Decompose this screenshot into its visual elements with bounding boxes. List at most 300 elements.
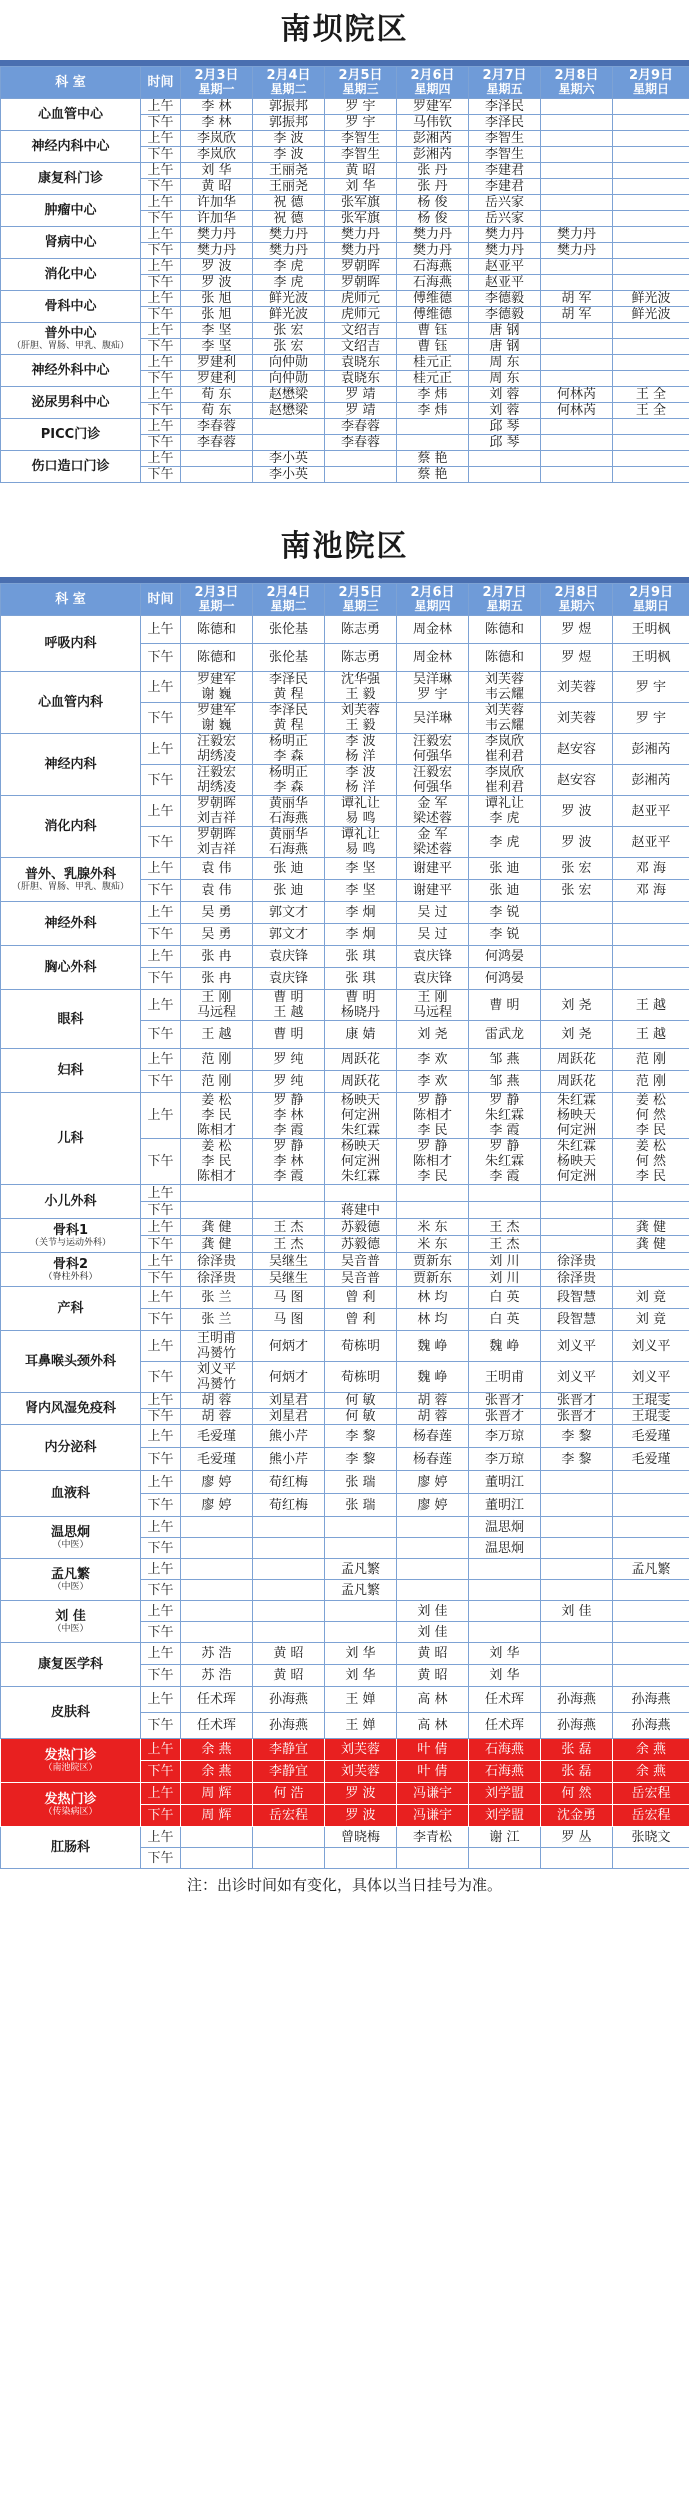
doctor-cell: 王明甫 xyxy=(469,1362,541,1393)
doctor-cell: 杨春莲 xyxy=(397,1448,469,1471)
doctor-cell: 何 敏 xyxy=(325,1393,397,1409)
time-cell: 下午 xyxy=(141,1309,181,1331)
doctor-cell: 李 虎 xyxy=(253,259,325,275)
header-date: 2月9日 xyxy=(628,68,674,83)
schedule-row xyxy=(1,1601,689,1622)
dept-cell xyxy=(1,1219,141,1253)
doctor-cell: 罗 靖 xyxy=(325,387,397,403)
doctor-cell: 魏 峥 xyxy=(469,1331,541,1362)
doctor-cell: 董明江 xyxy=(469,1494,541,1517)
doctor-cell: 曾 利 xyxy=(325,1287,397,1309)
doctor-cell xyxy=(469,451,541,467)
time-cell: 下午 xyxy=(141,1848,181,1869)
doctor-cell xyxy=(541,179,613,195)
doctor-cell: 张 迪 xyxy=(253,858,325,880)
doctor-cell: 朱红霖 杨映天 何定洲 xyxy=(541,1139,613,1185)
doctor-cell: 王 杰 xyxy=(469,1219,541,1236)
header-day xyxy=(541,584,613,616)
doctor-cell: 向仲勋 xyxy=(253,371,325,387)
doctor-cell xyxy=(469,1202,541,1219)
doctor-cell: 刘 华 xyxy=(469,1665,541,1687)
doctor-cell: 张 丹 xyxy=(397,179,469,195)
doctor-cell: 刘芙蓉 xyxy=(325,1761,397,1783)
time-cell: 下午 xyxy=(141,1236,181,1253)
doctor-cell: 孟凡繁 xyxy=(613,1559,689,1580)
doctor-cell: 杨 俊 xyxy=(397,211,469,227)
doctor-cell: 刘芙蓉 xyxy=(541,703,613,734)
schedule-row xyxy=(1,259,689,275)
time-cell: 上午 xyxy=(141,1517,181,1538)
time-cell: 下午 xyxy=(141,924,181,946)
doctor-cell: 胡 蓉 xyxy=(181,1393,253,1409)
doctor-cell: 鲜光波 xyxy=(613,307,689,323)
time-cell: 下午 xyxy=(141,275,181,291)
section-title: 南池院区 xyxy=(0,517,689,577)
dept-name: 心血管中心 xyxy=(37,107,103,122)
doctor-cell: 黄丽华 石海燕 xyxy=(253,796,325,827)
doctor-cell: 苏毅德 xyxy=(325,1236,397,1253)
schedule-row xyxy=(1,419,689,435)
time-cell: 下午 xyxy=(141,644,181,672)
doctor-cell: 陈德和 xyxy=(181,616,253,644)
dept-name: 肾病中心 xyxy=(44,235,97,250)
doctor-cell xyxy=(469,467,541,483)
doctor-cell: 岳宏程 xyxy=(253,1805,325,1827)
doctor-cell xyxy=(325,1848,397,1869)
doctor-cell: 毛爱瑾 xyxy=(613,1448,689,1471)
doctor-cell: 谭礼让 易 鸣 xyxy=(325,827,397,858)
doctor-cell xyxy=(613,211,689,227)
doctor-cell: 李 波 xyxy=(253,131,325,147)
doctor-cell: 罗朝晖 刘吉祥 xyxy=(181,796,253,827)
doctor-cell: 刘 华 xyxy=(181,163,253,179)
doctor-cell xyxy=(613,1580,689,1601)
doctor-cell xyxy=(613,1494,689,1517)
dept-name: 肛肠科 xyxy=(50,1840,90,1855)
doctor-cell xyxy=(181,1538,253,1559)
doctor-cell xyxy=(397,1848,469,1869)
time-cell: 上午 xyxy=(141,387,181,403)
doctor-cell: 沈华强 王 毅 xyxy=(325,672,397,703)
doctor-cell: 何林芮 xyxy=(541,403,613,419)
doctor-cell: 袁 伟 xyxy=(181,880,253,902)
header-date: 2月3日 xyxy=(194,68,239,83)
doctor-cell xyxy=(613,1471,689,1494)
doctor-cell: 贾新东 xyxy=(397,1270,469,1287)
doctor-cell xyxy=(541,1580,613,1601)
doctor-cell: 李 黎 xyxy=(325,1448,397,1471)
doctor-cell xyxy=(253,419,325,435)
doctor-cell: 熊小芹 xyxy=(253,1425,325,1448)
doctor-cell: 袁庆锋 xyxy=(253,968,325,990)
doctor-cell xyxy=(541,1471,613,1494)
doctor-cell xyxy=(613,179,689,195)
doctor-cell: 蔡 艳 xyxy=(397,451,469,467)
doctor-cell: 孙海燕 xyxy=(253,1687,325,1713)
doctor-cell: 龚 健 xyxy=(181,1219,253,1236)
doctor-cell: 吴音普 xyxy=(325,1270,397,1287)
doctor-cell: 何鸿晏 xyxy=(469,946,541,968)
doctor-cell: 鲜光波 xyxy=(613,291,689,307)
schedule-row xyxy=(1,672,689,703)
doctor-cell xyxy=(613,902,689,924)
header-weekday: 星期五 xyxy=(486,82,523,96)
doctor-cell: 姜 松 李 民 陈相才 xyxy=(181,1139,253,1185)
doctor-cell xyxy=(541,1236,613,1253)
doctor-cell: 廖 婷 xyxy=(397,1494,469,1517)
doctor-cell: 廖 婷 xyxy=(397,1471,469,1494)
doctor-cell: 李德毅 xyxy=(469,291,541,307)
doctor-cell: 祝 德 xyxy=(253,195,325,211)
doctor-cell: 李泽民 黄 程 xyxy=(253,703,325,734)
doctor-cell: 汪毅宏 何强华 xyxy=(397,765,469,796)
doctor-cell: 高 林 xyxy=(397,1687,469,1713)
doctor-cell: 李智生 xyxy=(325,131,397,147)
doctor-cell: 任术珲 xyxy=(181,1687,253,1713)
doctor-cell: 李 虎 xyxy=(469,827,541,858)
doctor-cell: 吴 勇 xyxy=(181,902,253,924)
schedule-row xyxy=(1,163,689,179)
time-cell: 下午 xyxy=(141,1202,181,1219)
doctor-cell: 罗建利 xyxy=(181,355,253,371)
doctor-cell: 王明枫 xyxy=(613,616,689,644)
doctor-cell xyxy=(613,946,689,968)
doctor-cell: 贾新东 xyxy=(397,1253,469,1270)
doctor-cell: 罗 宇 xyxy=(325,99,397,115)
doctor-cell: 周金林 xyxy=(397,616,469,644)
time-cell: 下午 xyxy=(141,179,181,195)
doctor-cell xyxy=(469,1185,541,1202)
doctor-cell: 邓 海 xyxy=(613,858,689,880)
doctor-cell: 黄 昭 xyxy=(397,1643,469,1665)
doctor-cell: 文绍吉 xyxy=(325,323,397,339)
doctor-cell xyxy=(541,275,613,291)
doctor-cell: 李静宜 xyxy=(253,1761,325,1783)
dept-name: 皮肤科 xyxy=(50,1705,90,1720)
doctor-cell: 孟凡繁 xyxy=(325,1559,397,1580)
doctor-cell: 樊力丹 xyxy=(325,227,397,243)
time-cell: 上午 xyxy=(141,1643,181,1665)
doctor-cell: 孙海燕 xyxy=(253,1713,325,1739)
dept-cell xyxy=(1,796,141,858)
doctor-cell: 马 图 xyxy=(253,1309,325,1331)
dept-cell xyxy=(1,1425,141,1471)
doctor-cell xyxy=(613,115,689,131)
doctor-cell: 张晋才 xyxy=(469,1393,541,1409)
doctor-cell: 汪毅宏 胡绣凌 xyxy=(181,765,253,796)
doctor-cell: 李 波 杨 洋 xyxy=(325,765,397,796)
time-cell: 下午 xyxy=(141,1713,181,1739)
schedule-row xyxy=(1,1185,689,1202)
time-cell: 下午 xyxy=(141,147,181,163)
doctor-cell: 胡 蓉 xyxy=(181,1409,253,1425)
doctor-cell xyxy=(181,1202,253,1219)
doctor-cell: 李青松 xyxy=(397,1827,469,1848)
doctor-cell xyxy=(541,1848,613,1869)
time-cell: 下午 xyxy=(141,1071,181,1093)
doctor-cell: 王 杰 xyxy=(253,1236,325,1253)
doctor-cell: 罗 静 朱红霖 李 霞 xyxy=(469,1093,541,1139)
doctor-cell: 荀红梅 xyxy=(253,1471,325,1494)
doctor-cell: 刘 蓉 xyxy=(469,387,541,403)
doctor-cell: 张 瑞 xyxy=(325,1471,397,1494)
dept-name: 产科 xyxy=(57,1301,84,1316)
doctor-cell xyxy=(253,1202,325,1219)
dept-name: 发热门诊 xyxy=(44,1791,97,1807)
doctor-cell xyxy=(613,1517,689,1538)
doctor-cell xyxy=(253,435,325,451)
doctor-cell: 范 刚 xyxy=(181,1071,253,1093)
doctor-cell xyxy=(541,924,613,946)
doctor-cell xyxy=(613,163,689,179)
doctor-cell xyxy=(325,1517,397,1538)
doctor-cell xyxy=(469,1559,541,1580)
time-cell: 上午 xyxy=(141,796,181,827)
dept-cell xyxy=(1,1185,141,1219)
time-cell: 上午 xyxy=(141,1253,181,1270)
header-weekday: 星期四 xyxy=(414,82,451,96)
doctor-cell: 刘学盟 xyxy=(469,1805,541,1827)
dept-name: 骨科中心 xyxy=(44,299,97,314)
doctor-cell: 刘 竟 xyxy=(613,1287,689,1309)
doctor-cell: 范 刚 xyxy=(613,1049,689,1071)
doctor-cell xyxy=(613,451,689,467)
doctor-cell: 荀栋明 xyxy=(325,1362,397,1393)
doctor-cell: 陈志勇 xyxy=(325,616,397,644)
dept-name: 消化内科 xyxy=(44,819,97,834)
header-weekday: 星期六 xyxy=(558,599,595,613)
doctor-cell xyxy=(541,1622,613,1643)
doctor-cell xyxy=(613,1538,689,1559)
doctor-cell: 周 辉 xyxy=(181,1783,253,1805)
dept-cell xyxy=(1,1643,141,1687)
doctor-cell: 刘 川 xyxy=(469,1270,541,1287)
schedule-row xyxy=(1,291,689,307)
doctor-cell: 张 琪 xyxy=(325,968,397,990)
schedule-row xyxy=(1,227,689,243)
doctor-cell: 张 旭 xyxy=(181,291,253,307)
doctor-cell: 李春蓉 xyxy=(325,435,397,451)
time-cell: 下午 xyxy=(141,827,181,858)
doctor-cell xyxy=(613,467,689,483)
header-day xyxy=(469,67,541,99)
doctor-cell: 罗 纯 xyxy=(253,1071,325,1093)
doctor-cell xyxy=(541,946,613,968)
doctor-cell: 张 宏 xyxy=(253,339,325,355)
doctor-cell: 李 坚 xyxy=(325,880,397,902)
doctor-cell: 刘 华 xyxy=(469,1643,541,1665)
schedule-row xyxy=(1,1783,689,1805)
doctor-cell: 张 宏 xyxy=(541,858,613,880)
doctor-cell: 张 琪 xyxy=(325,946,397,968)
doctor-cell: 袁庆锋 xyxy=(253,946,325,968)
doctor-cell: 袁 伟 xyxy=(181,858,253,880)
doctor-cell xyxy=(397,1517,469,1538)
doctor-cell xyxy=(613,419,689,435)
doctor-cell: 黄 昭 xyxy=(181,179,253,195)
doctor-cell: 罗建军 谢 巍 xyxy=(181,672,253,703)
header-dept: 科 室 xyxy=(1,67,141,99)
doctor-cell: 罗建利 xyxy=(181,371,253,387)
header-dept: 科 室 xyxy=(1,584,141,616)
doctor-cell: 荀 东 xyxy=(181,403,253,419)
doctor-cell: 龚 健 xyxy=(613,1219,689,1236)
doctor-cell: 陈德和 xyxy=(181,644,253,672)
doctor-cell: 曹 明 xyxy=(253,1021,325,1049)
doctor-cell: 吴 过 xyxy=(397,924,469,946)
doctor-cell: 徐泽贵 xyxy=(541,1253,613,1270)
doctor-cell: 金 军 梁述蓉 xyxy=(397,796,469,827)
doctor-cell: 邹 燕 xyxy=(469,1049,541,1071)
doctor-cell: 荀栋明 xyxy=(325,1331,397,1362)
doctor-cell: 吴 过 xyxy=(397,902,469,924)
doctor-cell: 姜 松 何 然 李 民 xyxy=(613,1139,689,1185)
header-day xyxy=(181,584,253,616)
schedule-row xyxy=(1,990,689,1021)
schedule-row xyxy=(1,195,689,211)
doctor-cell: 彭湘芮 xyxy=(613,734,689,765)
doctor-cell: 谢建平 xyxy=(397,880,469,902)
doctor-cell xyxy=(541,259,613,275)
doctor-cell: 李岚欣 崔利君 xyxy=(469,734,541,765)
doctor-cell: 李建君 xyxy=(469,179,541,195)
doctor-cell: 罗朝晖 xyxy=(325,259,397,275)
header-day xyxy=(253,67,325,99)
schedule-table xyxy=(0,583,689,1869)
header-day xyxy=(253,584,325,616)
header-day xyxy=(541,67,613,99)
doctor-cell: 王琨雯 xyxy=(613,1409,689,1425)
doctor-cell: 汪毅宏 胡绣凌 xyxy=(181,734,253,765)
doctor-cell: 樊力丹 xyxy=(397,243,469,259)
schedule-row xyxy=(1,616,689,644)
doctor-cell: 张军旗 xyxy=(325,195,397,211)
time-cell: 下午 xyxy=(141,307,181,323)
header-date: 2月9日 xyxy=(628,585,674,600)
time-cell: 上午 xyxy=(141,451,181,467)
doctor-cell xyxy=(613,243,689,259)
doctor-cell: 李 黎 xyxy=(541,1448,613,1471)
doctor-cell: 曾 利 xyxy=(325,1309,397,1331)
time-cell: 下午 xyxy=(141,968,181,990)
doctor-cell: 徐泽贵 xyxy=(541,1270,613,1287)
dept-name: 呼吸内科 xyxy=(44,636,97,651)
doctor-cell: 赵安容 xyxy=(541,765,613,796)
doctor-cell xyxy=(181,1622,253,1643)
doctor-cell: 米 东 xyxy=(397,1219,469,1236)
doctor-cell: 刘 佳 xyxy=(397,1622,469,1643)
doctor-cell: 孟凡繁 xyxy=(325,1580,397,1601)
time-cell: 下午 xyxy=(141,371,181,387)
doctor-cell: 李岚欣 崔利君 xyxy=(469,765,541,796)
doctor-cell: 吴继生 xyxy=(253,1253,325,1270)
time-cell: 下午 xyxy=(141,1448,181,1471)
doctor-cell xyxy=(541,147,613,163)
doctor-cell xyxy=(325,1601,397,1622)
doctor-cell xyxy=(181,1185,253,1202)
dept-cell xyxy=(1,1601,141,1643)
doctor-cell xyxy=(613,1622,689,1643)
doctor-cell: 罗 纯 xyxy=(253,1049,325,1071)
doctor-cell: 雷武龙 xyxy=(469,1021,541,1049)
doctor-cell: 王 越 xyxy=(613,990,689,1021)
doctor-cell: 罗建军 xyxy=(397,99,469,115)
dept-cell xyxy=(1,131,141,163)
doctor-cell: 袁庆锋 xyxy=(397,968,469,990)
doctor-cell: 王明枫 xyxy=(613,644,689,672)
doctor-cell: 刘学盟 xyxy=(469,1783,541,1805)
dept-name: 胸心外科 xyxy=(44,960,97,975)
header-weekday: 星期日 xyxy=(632,599,669,613)
doctor-cell: 胡 蓉 xyxy=(397,1409,469,1425)
doctor-cell: 马 图 xyxy=(253,1287,325,1309)
doctor-cell xyxy=(181,1848,253,1869)
dept-cell xyxy=(1,451,141,483)
doctor-cell: 曹 明 杨晓丹 xyxy=(325,990,397,1021)
dept-subtitle: （肝胆、胃肠、甲乳、腹疝） xyxy=(11,881,129,892)
doctor-cell: 张 宏 xyxy=(541,880,613,902)
doctor-cell: 冯谦宇 xyxy=(397,1805,469,1827)
doctor-cell: 余 燕 xyxy=(181,1739,253,1761)
header-day xyxy=(325,584,397,616)
doctor-cell xyxy=(325,467,397,483)
dept-subtitle: （脊柱外科） xyxy=(43,1271,98,1282)
doctor-cell xyxy=(613,924,689,946)
doctor-cell xyxy=(397,1185,469,1202)
doctor-cell: 李 锐 xyxy=(469,924,541,946)
doctor-cell xyxy=(613,227,689,243)
doctor-cell: 何鸿晏 xyxy=(469,968,541,990)
doctor-cell xyxy=(469,1601,541,1622)
doctor-cell: 王丽尧 xyxy=(253,163,325,179)
doctor-cell xyxy=(181,467,253,483)
doctor-cell xyxy=(397,435,469,451)
doctor-cell: 桂元正 xyxy=(397,371,469,387)
doctor-cell: 袁庆锋 xyxy=(397,946,469,968)
time-cell: 下午 xyxy=(141,703,181,734)
doctor-cell: 荀红梅 xyxy=(253,1494,325,1517)
doctor-cell: 廖 婷 xyxy=(181,1471,253,1494)
doctor-cell: 李 波 xyxy=(253,147,325,163)
doctor-cell xyxy=(181,451,253,467)
time-cell: 上午 xyxy=(141,99,181,115)
time-cell: 上午 xyxy=(141,1783,181,1805)
header-day xyxy=(469,584,541,616)
doctor-cell: 罗 波 xyxy=(325,1783,397,1805)
dept-cell xyxy=(1,946,141,990)
doctor-cell: 王 刚 马远程 xyxy=(397,990,469,1021)
doctor-cell: 吴洋琳 罗 宇 xyxy=(397,672,469,703)
footer-note: 注：出诊时间如有变化，具体以当日挂号为准。 xyxy=(186,1876,502,1894)
doctor-cell: 李 林 xyxy=(181,115,253,131)
doctor-cell: 谭礼让 易 鸣 xyxy=(325,796,397,827)
doctor-cell: 袁晓东 xyxy=(325,371,397,387)
doctor-cell: 沈金勇 xyxy=(541,1805,613,1827)
schedule-row xyxy=(1,734,689,765)
doctor-cell xyxy=(541,163,613,179)
doctor-cell: 张晋才 xyxy=(469,1409,541,1425)
time-cell: 上午 xyxy=(141,259,181,275)
doctor-cell: 李岚欣 xyxy=(181,147,253,163)
doctor-cell: 李万琼 xyxy=(469,1448,541,1471)
doctor-cell xyxy=(325,1185,397,1202)
dept-name: 刘 佳 xyxy=(55,1608,86,1624)
time-cell: 下午 xyxy=(141,211,181,227)
doctor-cell: 刘 尧 xyxy=(541,1021,613,1049)
doctor-cell xyxy=(541,1185,613,1202)
doctor-cell: 杨明正 李 森 xyxy=(253,765,325,796)
dept-cell xyxy=(1,1393,141,1425)
